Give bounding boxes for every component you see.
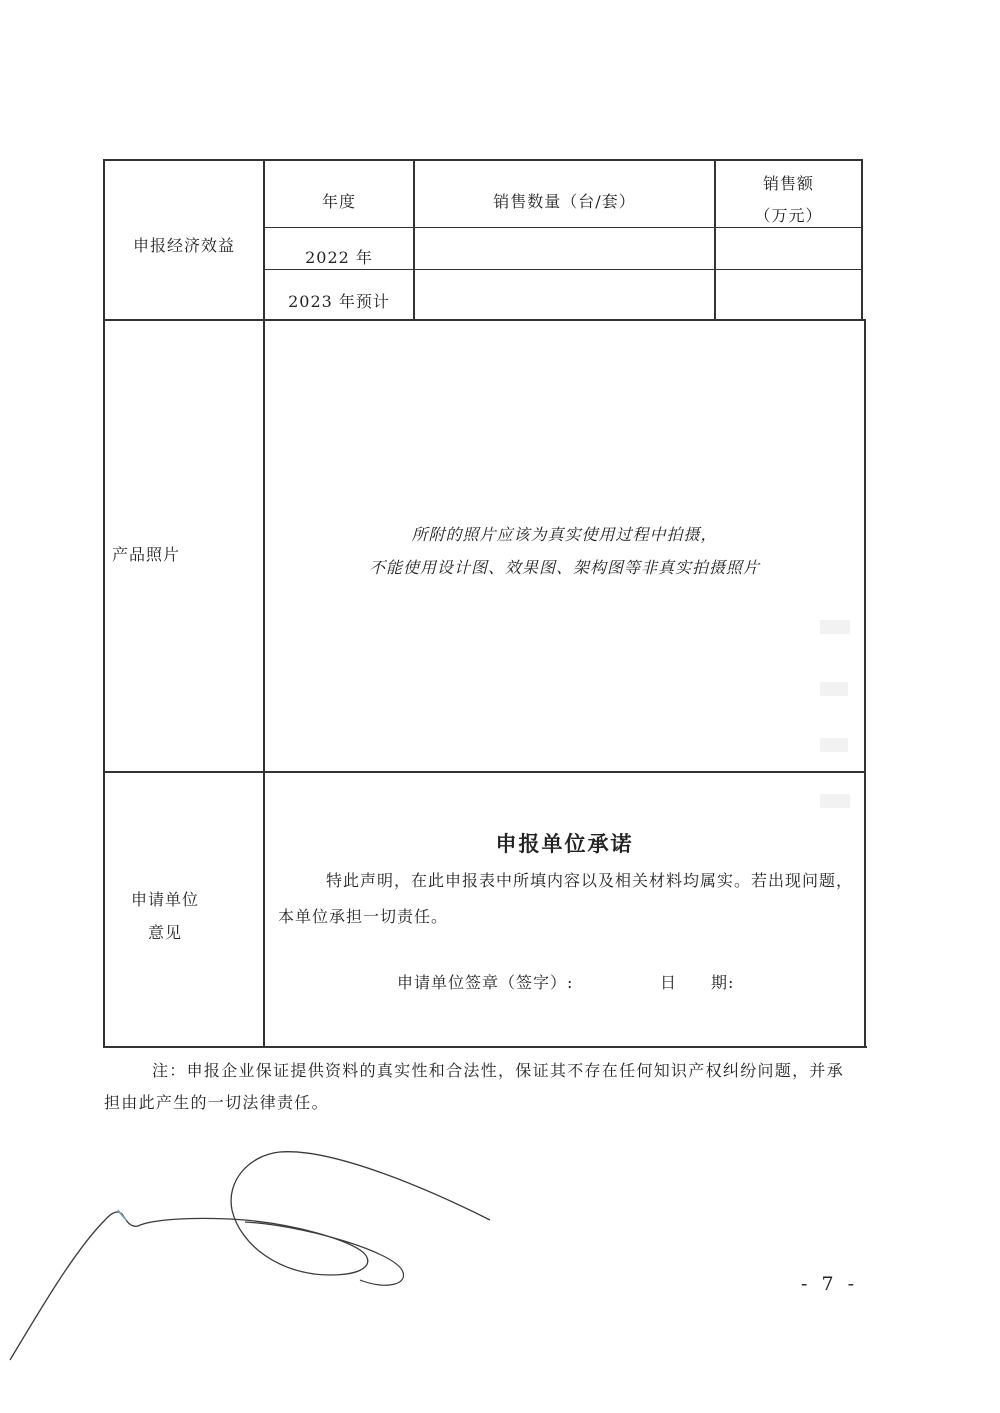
signature-label: 申请单位签章（签字）:: [397, 973, 574, 992]
bleed-through-mark: [820, 682, 848, 696]
product-photo-label: 产品照片: [112, 545, 181, 564]
product-photo-note-line1: 所附的照片应该为真实使用过程中拍摄，: [411, 525, 718, 544]
bleed-through-mark: [820, 738, 848, 752]
product-photo-note-line2: 不能使用设计图、效果图、架构图等非真实拍摄照片: [368, 558, 760, 577]
commitment-text-line1: 特此声明，在此申报表中所填内容以及相关材料均属实。若出现问题，: [326, 871, 854, 890]
handwritten-signature: [0, 1140, 520, 1370]
applicant-opinion-label-line2: 意见: [147, 923, 182, 942]
date-label: 日 期:: [660, 973, 735, 992]
header-year: 年度: [321, 192, 356, 211]
commitment-text-line2: 本单位承担一切责任。: [278, 907, 449, 926]
header-sales-amount-unit: （万元）: [754, 206, 823, 225]
commitment-title: 申报单位承诺: [495, 831, 634, 856]
footnote-line1: 注：申报企业保证提供资料的真实性和合法性，保证其不存在任何知识产权纠纷问题，并承: [152, 1061, 845, 1080]
bleed-through-mark: [820, 620, 850, 634]
header-sales-quantity: 销售数量（台/套）: [493, 192, 636, 211]
page-number: - 7 -: [801, 1273, 859, 1295]
applicant-opinion-label: 申请单位: [130, 890, 199, 909]
row-year-2022: 2022 年: [305, 248, 373, 267]
economic-benefit-label: 申报经济效益: [132, 236, 235, 255]
header-sales-amount: 销售额: [762, 174, 814, 193]
row-year-2023: 2023 年预计: [288, 292, 390, 311]
bleed-through-mark: [820, 794, 850, 808]
footnote-line2: 担由此产生的一切法律责任。: [104, 1093, 329, 1112]
